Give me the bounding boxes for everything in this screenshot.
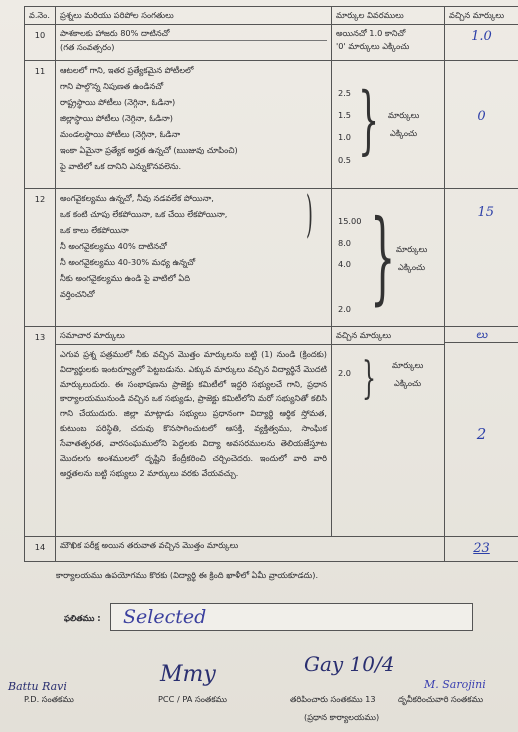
row-number: 14 — [25, 537, 56, 562]
office-use-note: కార్యాలయము ఉపయోగము కొరకు (విద్యార్థి ఈ క్రింది ఖాళీలో ఏమీ వ్రాయకూడదు). — [56, 570, 319, 580]
marks-awarded — [445, 61, 518, 189]
question-line: వర్తించనిచో — [60, 288, 95, 299]
value-item: 1.0 — [338, 132, 352, 142]
question-line: నీ అంగవైకల్యము 40-30% మధ్య ఉన్నచో — [60, 256, 196, 267]
question-line: రాష్ట్రస్థాయి పోటీలు (నెగ్గినా, ఓడినా) — [60, 96, 176, 107]
brace-icon: } — [362, 352, 376, 404]
attester-signature: M. Sarojini — [424, 678, 486, 691]
details-head: వచ్చిన మార్కులు — [332, 327, 444, 345]
value-item: 1.5 — [338, 110, 352, 120]
marks-value: 23 — [473, 541, 490, 556]
pcc-signature-label: PCC / PA సంతకము — [158, 694, 227, 704]
marks-value: 0 — [477, 109, 486, 124]
marks-head: లు — [445, 327, 518, 343]
header-marks: వచ్చిన మార్కులు — [445, 7, 518, 25]
row-number: 11 — [25, 61, 56, 189]
question-line: పాశకాలకు హాజరు 80% దాటినచో — [60, 27, 327, 41]
details-line: '0' మార్కులు ఎక్కించు — [336, 40, 410, 51]
row-question: మౌఖిక పరీక్ష అయిన తరువాత వచ్చిన మొత్తం మార్కులు — [56, 537, 445, 562]
side-label: ఎక్కించు — [398, 262, 426, 272]
interview-paragraph: ఎగువ ప్రశ్న పత్రములో నీకు వచ్చిన మొత్తం మార్కులను బట్టి (1) నుండి (క్రిందకు) విద్యార్థులకు ఇంటర్వ్యూలో పెట్టబడును. ఎక్కువ మార్కులు వచ్చిన విద్యార్థినే మొదటి మార్కులుదురు. ఈ సంభాషణను ప్రాజెక్టు కమిటీలో ఇద్దరి సభ్యులచే గాని, ప్రధాన కార్యాలయమునుండి వచ్చిన ఒక సభ్యుడు, ప్రాజెక్టు కమిటీలోని మరో సభ్యునితో కలిసి గాని చేయుదురు. జిల్లా మాట్లాడు సభ్యులు ప్రధానంగా విద్యార్థి ఆర్థిక స్తోమత, కుటుంబ పరిస్థితి, చదువు కొనసాగించుటలో ఆసక్తి, వ్యక్తిత్వము, సాంఘిక సేవాతత్పరత, వారసంఘములోని పెద్దలకు విద్యా అవసరములను తెలియజేస్తూట మొదలగు అంశములలో దృష్టిని కేంద్రీకరించి చర్చించెదరు. ఇందులో వారి వారి అర్హతలను బట్టి సభ్యులు 2 మార్కులు వరకు వేయవచ్చు. — [60, 348, 327, 479]
question-line: నీ అంగవైకల్యము 40% దాటినచో — [60, 240, 167, 251]
question-line: మండలస్థాయి పోటీలు (నెగ్గినా, ఓడినా — [60, 128, 181, 139]
verifier-signature: Gay 10/4 — [304, 652, 395, 676]
table-row — [25, 537, 518, 562]
details-line: అయినచో 1.0 కానిచో — [336, 28, 406, 38]
brace-icon: ) — [306, 185, 313, 243]
question-line: అంగవైకల్యము ఉన్నచో, నీవు నడవలేక పోయినా, — [60, 193, 214, 203]
row-details — [332, 327, 445, 537]
table-row — [25, 189, 518, 327]
row-number: 12 — [25, 189, 56, 327]
question-line: పై వాటిలో ఒక దానిని ఎన్నుకొనవలెను. — [60, 160, 182, 171]
value-item: 2.5 — [338, 88, 352, 98]
marks-awarded — [445, 537, 518, 562]
head-office-note: (ప్రధాన కార్యాలయము) — [304, 712, 380, 722]
question-line: జిల్లాస్థాయి పోటీలు (నెగ్గినా, ఓడినా) — [60, 112, 173, 123]
result-value: Selected — [123, 606, 207, 628]
value-item: 4.0 — [338, 259, 352, 269]
brace-icon: } — [358, 77, 380, 163]
row-details — [332, 25, 445, 61]
table-row — [25, 61, 518, 189]
section-title: సమాచార మార్కులు — [56, 327, 331, 345]
value-item: 8.0 — [338, 238, 352, 248]
result-field — [110, 603, 473, 631]
header-details: మార్కుల వివరములు — [332, 7, 445, 25]
question-line: ఒక కంటి చూపు లేకపోయినా, ఒక చేయి లేకపోయినా, — [60, 208, 228, 219]
row-details — [332, 61, 445, 189]
value-item: 2.0 — [338, 304, 352, 314]
header-question: ప్రశ్నలు మరియు పరిపోల సంగతులు — [56, 7, 332, 25]
question-line: (గత సంవత్సరం) — [60, 41, 115, 52]
marks-table — [24, 6, 518, 562]
marks-awarded — [445, 327, 518, 537]
question-line: ఇంకా ఏమైనా ప్రత్యేక అర్హత ఉన్నచో (ఋజువు చూపించి) — [60, 144, 238, 155]
pd-signature-label: P.D. సంతకము — [24, 694, 74, 704]
verifier-signature-label: తరిపించారు సంతకము 13 — [290, 694, 376, 704]
marks-awarded — [445, 189, 518, 327]
value-item: 2.0 — [338, 367, 352, 378]
result-label: ఫలితము : — [64, 613, 101, 623]
marks-value: 15 — [477, 205, 494, 220]
attester-signature-label: దృవీకరించువారి సంతకము — [398, 694, 484, 704]
value-item: 15.00 — [338, 216, 362, 226]
row-number: 13 — [25, 327, 56, 537]
header-sno: వ.నెం. — [25, 7, 56, 25]
side-label: మార్కులు — [388, 110, 420, 120]
pd-signature: Battu Ravi — [8, 680, 67, 693]
row-question — [56, 61, 332, 189]
side-label: మార్కులు — [392, 359, 424, 370]
value-item: 0.5 — [338, 155, 352, 165]
table-row — [25, 327, 518, 537]
row-details — [332, 189, 445, 327]
table-header-row — [25, 7, 518, 25]
row-question — [56, 25, 332, 61]
pcc-signature: Mmy — [160, 662, 216, 687]
marks-awarded: 1.0 — [445, 25, 518, 61]
question-line: ఆటలలో గాని, ఇతర ప్రత్యేకమైన పోటీలలో — [60, 65, 194, 75]
side-label: ఎక్కించు — [394, 377, 422, 388]
side-label: మార్కులు — [396, 244, 428, 254]
row-question — [56, 327, 332, 537]
side-label: ఎక్కించు — [390, 128, 418, 138]
marks-value: 2 — [476, 425, 487, 443]
question-line: ఒక కాలు లేకపోయినా — [60, 224, 129, 235]
table-row — [25, 25, 518, 61]
question-line: నీకు అంగవైకల్యము ఉండి పై వాటిలో ఏది — [60, 272, 190, 283]
question-line: గాని పాల్గొన్న నిపుణత ఉండినచో — [60, 80, 164, 91]
row-question — [56, 185, 332, 327]
brace-icon: } — [370, 198, 396, 315]
row-number: 10 — [25, 25, 56, 61]
